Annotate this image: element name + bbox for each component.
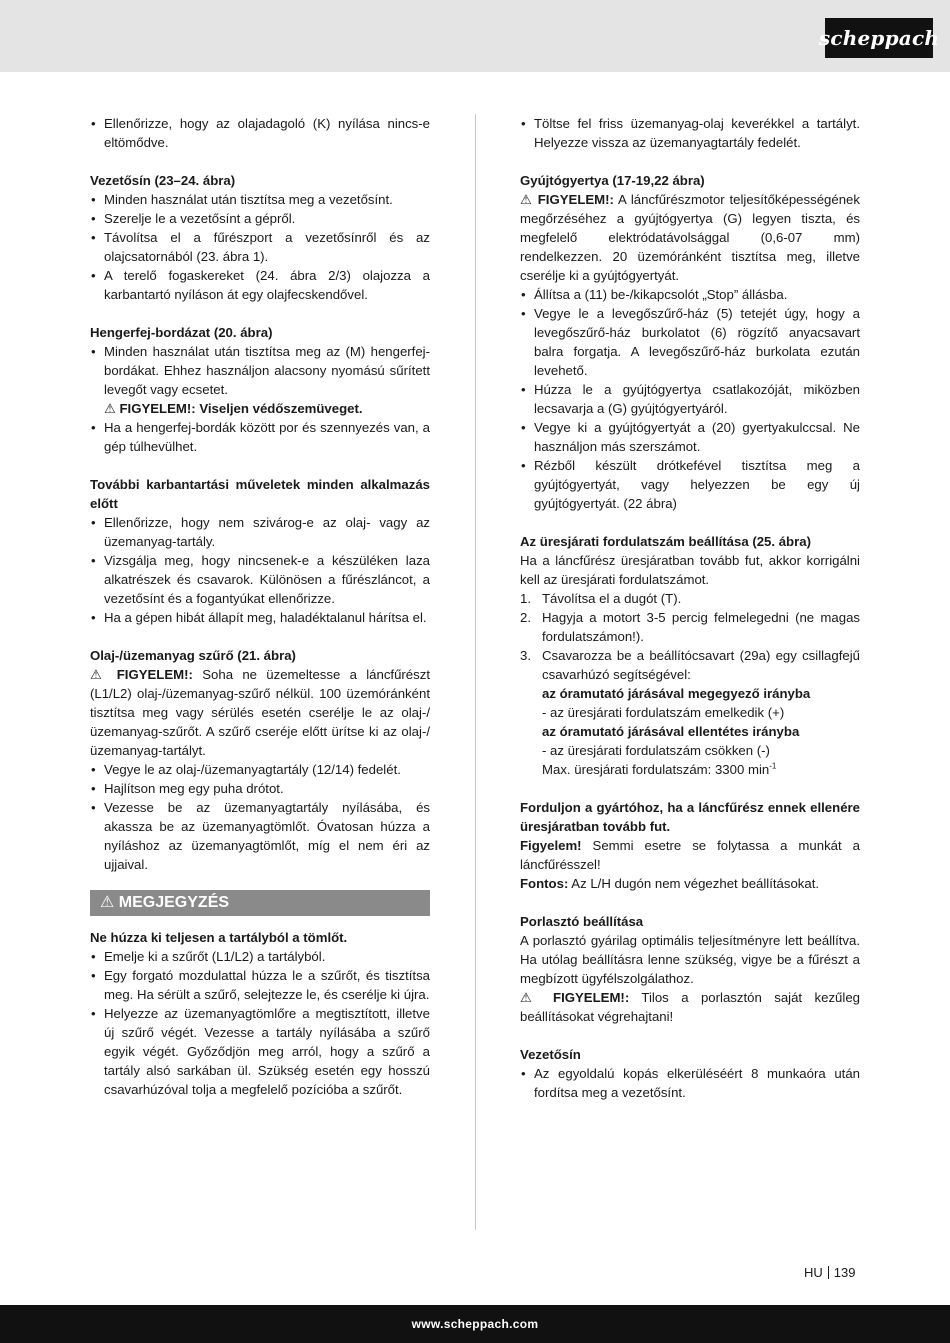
bullet-list — [90, 760, 430, 874]
paragraph: Ha a láncfűrész üresjáratban tovább fut, akkor korrigálni kell az üresjárati fordulatszámot. — [520, 553, 860, 587]
list-item: • Szerelje le a vezetősínt a gépről. — [90, 209, 430, 228]
column-divider — [475, 114, 476, 1230]
list-item — [520, 589, 860, 608]
page-number-separator — [828, 1266, 829, 1279]
paragraph — [520, 190, 860, 285]
paragraph — [520, 836, 860, 874]
list-item: • Ha a gépen hibát állapít meg, haladéktalanul hárítsa el. — [90, 608, 430, 627]
paragraph-text: Soha ne üzemeltesse a láncfűrészt (L1/L2) olaj-/üzemanyag-szűrő nélkül. 100 üzemóránként tisztítsa meg vagy sérülés esetén cserélje le az olaj-/üzemanyag-szűrőt. A szűrő cseréje előtt ürítse ki az olaj-/üzemanyag-tartályt. — [90, 667, 430, 758]
list-item: • Hajlítson meg egy puha drótot. — [90, 779, 430, 798]
list-item — [520, 608, 860, 646]
list-item: • Emelje ki a szűrőt (L1/L2) a tartályból. — [90, 947, 430, 966]
paragraph-text: A láncfűrészmotor teljesítőképességének megőrzéséhez a gyújtógyertya (G) legyen tiszta, és megfelelő elektródatávolsággal (0,6-07 mm) rendelkezzen. 20 üzemóránként tisztítsa meg, illetve cserélje ki a gyújtógyertyát. — [520, 192, 860, 283]
section-heading: Porlasztó beállítása — [520, 914, 644, 929]
bullet-list — [90, 190, 430, 304]
paragraph — [520, 874, 860, 893]
list-number: 3. — [520, 648, 531, 663]
label-bold: Fontos: — [520, 876, 569, 891]
bullet-list — [90, 114, 430, 152]
paragraph-text: Semmi esetre se folytassa a munkát a láncfűrésszel! — [520, 838, 860, 872]
warning-text: ⚠ FIGYELEM!: Viseljen védőszemüveget. — [104, 401, 363, 416]
paragraph-text: Tilos a porlasztón saját kezűleg beállításokat végrehajtani! — [520, 990, 860, 1024]
list-item: • Töltse fel friss üzemanyag-olaj keverékkel a tartályt. Helyezze vissza az üzemanyagtartály fedelét. — [520, 114, 860, 152]
bullet-list — [520, 114, 860, 152]
bullet-list — [90, 947, 430, 1099]
warning-label: ⚠ FIGYELEM!: — [520, 990, 630, 1005]
right-column — [520, 114, 860, 1102]
section-heading: Ne húzza ki teljesen a tartályból a tömlőt. — [90, 930, 348, 945]
list-item: • Rézből készült drótkefével tisztítsa meg a gyújtógyertyát, vagy helyezzen be egy új gyújtógyertyát. (22 ábra) — [520, 456, 860, 513]
language-code: HU — [804, 1265, 823, 1280]
bullet-list — [520, 1064, 860, 1102]
direction-label: az óramutató járásával ellentétes irányba — [542, 724, 800, 739]
bullet-list — [520, 285, 860, 513]
section-heading: Forduljon a gyártóhoz, ha a láncfűrész ennek ellenére üresjáratban tovább fut. — [520, 800, 860, 834]
section-heading: További karbantartási műveletek minden alkalmazás előtt — [90, 477, 430, 511]
list-item — [90, 342, 430, 418]
section-heading: Hengerfej-bordázat (20. ábra) — [90, 325, 273, 340]
paragraph-text: Az L/H dugón nem végezhet beállításokat. — [568, 876, 820, 891]
list-number: 2. — [520, 610, 531, 625]
scheppach-logo: scheppach — [825, 18, 933, 58]
website-link[interactable]: www.scheppach.com — [411, 1317, 539, 1331]
list-item: • Ellenőrizze, hogy nem szivárog-e az olaj- vagy az üzemanyag-tartály. — [90, 513, 430, 551]
list-item-text: Minden használat után tisztítsa meg az (M) hengerfej-bordákat. Ehhez használjon alacsony nyomású sűrített levegőt vagy ecsetet. — [104, 344, 430, 397]
list-item: • Helyezze az üzemanyagtömlőre a megtisztított, illetve új szűrő végét. Vezesse a tartály nyílásába a szűrő egyik végét. Győződjön meg arról, hogy a szűrő a tartály alsó sarkában ül. Szükség esetén egy hosszú csavarhúzóval tolja a megfelelő pozícióba a szűrőt. — [90, 1004, 430, 1099]
bullet-list — [90, 342, 430, 456]
list-item: • Az egyoldalú kopás elkerüléséért 8 munkaóra után fordítsa meg a vezetősínt. — [520, 1064, 860, 1102]
list-item: • Minden használat után tisztítsa meg a vezetősínt. — [90, 190, 430, 209]
list-item-text: Csavarozza be a beállítócsavart (29a) egy csillagfejű csavarhúzó segítségével: — [542, 648, 860, 682]
list-item-text: Távolítsa el a dugót (T). — [542, 591, 682, 606]
section-heading: Vezetősín (23–24. ábra) — [90, 173, 236, 188]
list-item: • Vezesse be az üzemanyagtartály nyílásába, és akassza be az üzemanyagtömlőt. Óvatosan húzza a nyíláshoz az üzemanyagtömlőt, míg el nem éri az ujjaival. — [90, 798, 430, 874]
paragraph — [520, 988, 860, 1026]
list-item: • A terelő fogaskereket (24. ábra 2/3) olajozza a karbantartó nyíláson át egy olajfecskendővel. — [90, 266, 430, 304]
left-column — [90, 114, 430, 1099]
warning-label: ⚠ FIGYELEM!: — [520, 192, 614, 207]
page-number-value: 139 — [833, 1265, 856, 1280]
section-heading: Vezetősín — [520, 1047, 581, 1062]
list-item: • Állítsa a (11) be-/kikapcsolót „Stop” állásba. — [520, 285, 860, 304]
note-banner: ⚠ MEGJEGYZÉS — [90, 890, 430, 916]
paragraph: A porlasztó gyárilag optimális teljesítményre lett beállítva. Ha utólag beállításra lenne szükség, vigye be a fűrészt a megbízott ügyfélszolgálathoz. — [520, 933, 860, 986]
paragraph — [90, 665, 430, 760]
list-item: • Vegye ki a gyújtógyertyát a (20) gyertyakulccsal. Ne használjon más szerszámot. — [520, 418, 860, 456]
list-item: • Egy forgató mozdulattal húzza le a szűrőt, és tisztítsa meg. Ha sérült a szűrő, selejtezze le, és cserélje ki újra. — [90, 966, 430, 1004]
list-item-text: Hagyja a motort 3-5 percig felmelegedni (ne magas fordulatszámon!). — [542, 610, 860, 644]
numbered-list — [520, 589, 860, 779]
section-heading: Gyújtógyertya (17-19,22 ábra) — [520, 173, 705, 188]
max-speed-unit-exponent: -1 — [769, 761, 777, 771]
bullet-list — [90, 513, 430, 627]
list-item: • Vegye le a levegőszűrő-ház (5) tetejét úgy, hogy a levegőszűrő-ház burkolatot (6) rögzítő anyacsavart balra forgatja. A levegőszűrő-ház burkolata ezután levehető. — [520, 304, 860, 380]
page-number — [804, 1265, 855, 1280]
warning-label: ⚠ FIGYELEM!: — [90, 667, 193, 682]
list-item: • Vizsgálja meg, hogy nincsenek-e a készüléken laza alkatrészek és csavarok. Különösen a fűrészláncot, a vezetősínt és a fogantyúkat ellenőrizze. — [90, 551, 430, 608]
max-speed-text — [542, 760, 860, 779]
list-item: • Távolítsa el a fűrészport a vezetősínről és az olajcsatornából (23. ábra 1). — [90, 228, 430, 266]
list-item: • Húzza le a gyújtógyertya csatlakozóját, miközben lecsavarja a (G) gyújtógyertyáról. — [520, 380, 860, 418]
header-bar — [0, 0, 950, 72]
max-speed-label: Max. üresjárati fordulatszám: 3300 min — [542, 762, 770, 777]
direction-text: - az üresjárati fordulatszám emelkedik (+) — [542, 705, 785, 720]
list-item: • Vegye le az olaj-/üzemanyagtartály (12/14) fedelét. — [90, 760, 430, 779]
list-item — [520, 646, 860, 779]
list-number: 1. — [520, 591, 531, 606]
section-heading: Olaj-/üzemanyag szűrő (21. ábra) — [90, 648, 296, 663]
list-item: • Ellenőrizze, hogy az olajadagoló (K) nyílása nincs-e eltömődve. — [90, 114, 430, 152]
label-bold: Figyelem! — [520, 838, 582, 853]
direction-label: az óramutató járásával megegyező irányba — [542, 686, 811, 701]
footer-bar — [0, 1305, 950, 1343]
direction-text: - az üresjárati fordulatszám csökken (-) — [542, 743, 770, 758]
section-heading: Az üresjárati fordulatszám beállítása (25. ábra) — [520, 534, 811, 549]
list-item: • Ha a hengerfej-bordák között por és szennyezés van, a gép túlhevülhet. — [90, 418, 430, 456]
